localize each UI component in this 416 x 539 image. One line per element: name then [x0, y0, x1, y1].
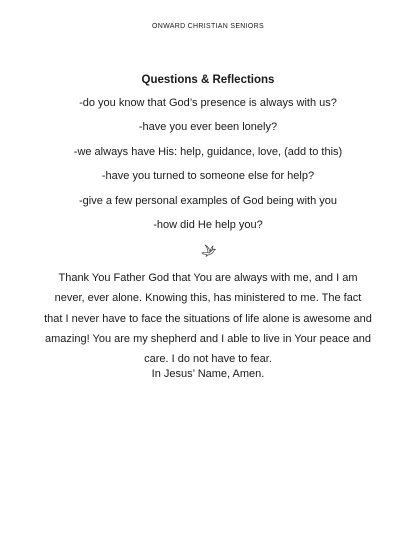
page-header: ONWARD CHRISTIAN SENIORS — [152, 23, 264, 30]
question-item: -have you turned to someone else for help? — [101, 170, 315, 183]
question-item: -how did He help you? — [153, 218, 263, 231]
questions-list — [0, 96, 416, 242]
question-item: -have you ever been lonely? — [138, 121, 278, 134]
dove-icon — [201, 244, 217, 258]
question-item: -give a few personal examples of God being with you — [78, 194, 338, 207]
question-item: -do you know that God’s presence is always with us? — [79, 97, 337, 109]
question-item: -we always have His: help, guidance, love, (add to this) — [73, 145, 343, 158]
prayer-paragraph: Thank You Father God that You are always with me, and I am never, ever alone. Knowing this, has ministered to me. The fact that I never have to face the situations of life alone is awesome and amazing! You are my shepherd and I able to live in Your peace and care. I do not have to fear. — [44, 272, 372, 366]
prayer-closing: In Jesus’ Name, Amen. — [151, 368, 265, 380]
section-title: Questions & Reflections — [141, 74, 275, 86]
